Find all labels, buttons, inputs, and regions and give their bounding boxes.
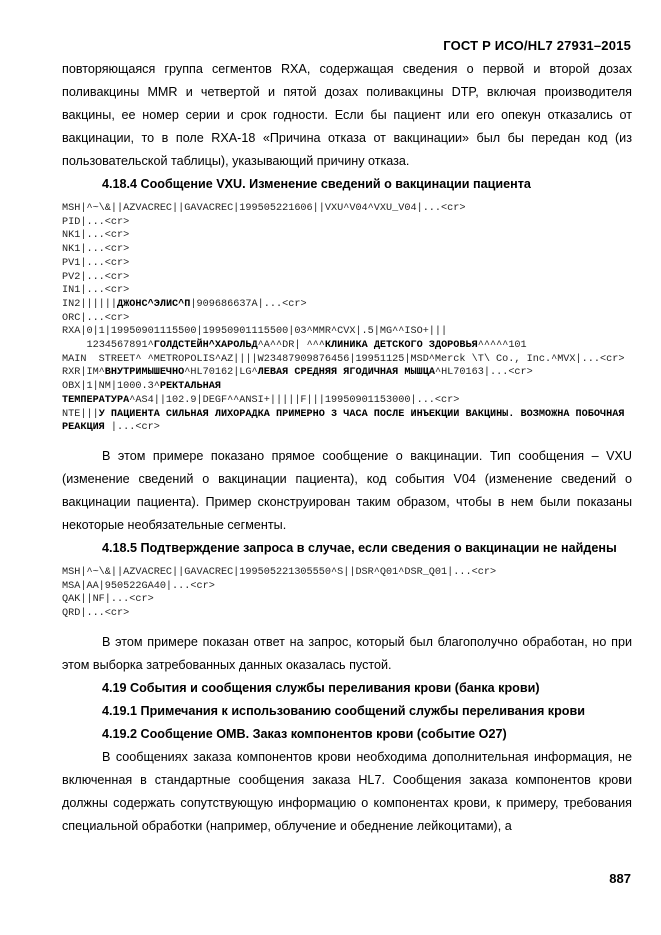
code-line: NK1|...<cr> [62,230,130,242]
code-bold: ЛЕВАЯ СРЕДНЯЯ ЯГОДИЧНАЯ МЫШЦА [257,367,435,379]
code-line: MSA|AA|950522GA40|...<cr> [62,580,215,592]
code-bold: КЛИНИКА ДЕТСКОГО ЗДОРОВЬЯ [324,340,478,352]
code-bold: ТЕМПЕРАТУРА [62,394,130,406]
code-bold: ДЖОНС^ЭЛИС^П [117,298,191,310]
code-line: ^AS4||102.9|DEGF^^ANSI+|||||F|||19950901153000|...<cr> [129,394,460,406]
code-line: MAIN STREET^ ^METROPOLIS^AZ||||W23487909876456|19951125|MSD^Merck \T\ Co., Inc.^MVX|...<cr> [62,353,625,365]
code-line: NTE||| [62,408,99,420]
code-bold: У ПАЦИЕНТА СИЛЬНАЯ ЛИХОРАДКА ПРИМЕРНО 3 ЧАСА ПОСЛЕ ИНЪЕКЦИИ ВАКЦИНЫ. ВОЗМОЖНА ПОБОЧНАЯ РЕАКЦИЯ [62,408,631,434]
code-line: |...<cr> [104,422,160,434]
code-line: OBX|1|NM|1000.3^ [62,381,160,393]
code-line: MSH|^~\&||AZVACREC||GAVACREC|199505221305550^S||DSR^Q01^DSR_Q01|...<cr> [62,566,497,578]
code-line: ORC|...<cr> [62,312,130,324]
code-line: 1234567891^ [62,340,154,352]
code-line: QRD|...<cr> [62,608,130,620]
code-line: PV1|...<cr> [62,257,130,269]
page-number: 887 [609,871,631,886]
code-line: QAK||NF|...<cr> [62,594,154,606]
code-line: PV2|...<cr> [62,271,130,283]
code-line: ^^^^^101 [477,340,527,352]
code-line: ^HL70163|...<cr> [434,367,533,379]
heading-4-19-2: 4.19.2 Сообщение OMB. Заказ компонентов крови (событие O27) [102,726,507,741]
code-example-dsr [62,566,632,621]
heading-4-19: 4.19 События и сообщения службы переливания крови (банка крови) [102,680,540,695]
code-line: |909686637A|...<cr> [190,298,307,310]
code-bold: ВНУТРИМЫШЕЧНО [104,367,185,379]
running-header: ГОСТ Р ИСО/HL7 27931–2015 [443,38,631,53]
code-example-vxu [62,202,632,435]
code-bold: ГОЛДСТЕЙН^ХАРОЛЬД [153,340,258,352]
code-line: IN2|||||| [62,298,118,310]
intro-paragraph: повторяющаяся группа сегментов RXA, содержащая сведения о первой и второй дозах поливакцины MMR и четвертой и пятой дозах поливакцины DTP, включая производителя вакцины, ее номер серии и срок годности. Если бы пациент или его опекун отказались от вакцинации, то в поле RXA-18 «Причина отказа от вакцинации» был бы передан код (из пользовательской таблицы), указывающий причину отказа. [62,62,632,168]
heading-4-18-4: 4.18.4 Сообщение VXU. Изменение сведений о вакцинации пациента [102,177,531,191]
code-bold: РЕКТАЛЬНАЯ [159,381,221,393]
code-line: ^HL70162|LG^ [184,367,258,379]
code-line: PID|...<cr> [62,216,130,228]
dsr-explanation: В этом примере показан ответ на запрос, который был благополучно обработан, но при этом выборка затребованных данных оказалась пустой. [62,634,632,672]
code-line: IN1|...<cr> [62,285,130,297]
vxu-explanation: В этом примере показано прямое сообщение о вакцинации. Тип сообщения – VXU (изменение сведений о вакцинации пациента), код события V04 (изменение сведений о вакцинации пациента). Пример сконструирован таким образом, чтобы в нем были показаны некоторые необязательные сегменты. [62,448,632,532]
code-line: RXA|0|1|19950901115500|19950901115500|03^MMR^CVX|.5|MG^^ISO+||| [62,326,448,338]
page-content [62,58,632,838]
heading-4-18-5: 4.18.5 Подтверждение запроса в случае, если сведения о вакцинации не найдены [102,540,617,555]
heading-4-19-1: 4.19.1 Примечания к использованию сообщений службы переливания крови [102,703,585,718]
code-line: RXR|IM^ [62,367,105,379]
code-line: NK1|...<cr> [62,244,130,256]
code-line: MSH|^~\&||AZVACREC||GAVACREC|199505221606||VXU^V04^VXU_V04|...<cr> [62,203,466,214]
code-line: ^A^^DR| ^^^ [257,340,325,352]
omb-paragraph: В сообщениях заказа компонентов крови необходима дополнительная информация, не включенная в стандартные сообщения заказа HL7. Сообщения заказа компонентов крови должны содержать сопутствующую информацию о компонентах крови, к примеру, требования специальной обработки (например, облучение и обеднение лейкоцитами), а [62,749,632,833]
